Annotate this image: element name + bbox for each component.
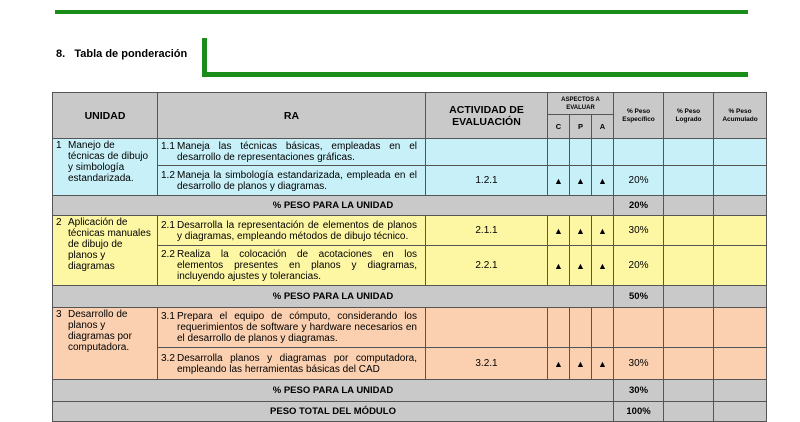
- module-total-row: [53, 402, 767, 422]
- section-number: 8.: [56, 48, 66, 60]
- peso-logrado: [664, 139, 714, 166]
- aspect-a: ▲: [592, 216, 614, 246]
- unit-subtotal-row: [53, 380, 767, 402]
- aspect-c: [548, 139, 570, 166]
- ra-cell: 2.2 Realiza la colocación de acotaciones en los elementos presentes en planos y diagramas, incluyendo ajustes y tolerancias.: [158, 246, 426, 286]
- aspect-p: [570, 308, 592, 348]
- peso-logrado: [664, 216, 714, 246]
- aspect-a: ▲: [592, 246, 614, 286]
- aspect-p: ▲: [570, 348, 592, 380]
- unit-subtotal-row: [53, 196, 767, 216]
- ra-cell: 2.1 Desarrolla la representación de elementos de planos y diagramas, empleando métodos de dibujo técnico.: [158, 216, 426, 246]
- ra-cell: 3.2 Desarrolla planos y diagramas por computadora, empleando las herramientas básicas del CAD: [158, 348, 426, 380]
- aspect-p: ▲: [570, 246, 592, 286]
- peso-especifico: [614, 139, 664, 166]
- activity-cell: 3.2.1: [426, 348, 548, 380]
- total-label: PESO TOTAL DEL MÓDULO: [53, 402, 614, 422]
- peso-especifico: 20%: [614, 246, 664, 286]
- ra-cell: 1.1 Maneja las técnicas básicas, empleadas en el desarrollo de representaciones gráficas.: [158, 139, 426, 166]
- col-p: P: [570, 115, 592, 139]
- section-title-text: Tabla de ponderación: [74, 48, 188, 60]
- ra-cell: 1.2 Maneja la simbología estandarizada, empleada en el desarrollo de planos y diagramas.: [158, 166, 426, 196]
- peso-especifico: 20%: [614, 166, 664, 196]
- section-rule-horizontal: [202, 72, 748, 77]
- peso-especifico: 30%: [614, 216, 664, 246]
- peso-logrado: [664, 166, 714, 196]
- aspect-a: ▲: [592, 166, 614, 196]
- peso-especifico: [614, 308, 664, 348]
- weighting-table: [52, 92, 767, 422]
- subtotal-value: 50%: [614, 286, 664, 308]
- col-peso-logrado: % Peso Logrado: [664, 93, 714, 139]
- col-peso-acumulado: % Peso Acumulado: [714, 93, 767, 139]
- aspect-a: [592, 139, 614, 166]
- subtotal-value: 20%: [614, 196, 664, 216]
- peso-logrado: [664, 246, 714, 286]
- table-row: [53, 216, 767, 246]
- subtotal-label: % PESO PARA LA UNIDAD: [53, 380, 614, 402]
- table-row: [53, 166, 767, 196]
- activity-cell: 2.2.1: [426, 246, 548, 286]
- aspect-c: ▲: [548, 166, 570, 196]
- total-value: 100%: [614, 402, 664, 422]
- section-title: [56, 48, 187, 60]
- aspect-a: [592, 308, 614, 348]
- aspect-p: [570, 139, 592, 166]
- subtotal-label: % PESO PARA LA UNIDAD: [53, 286, 614, 308]
- ra-cell: 3.1 Prepara el equipo de cómputo, considerando los requerimientos de software y hardware necesarios en el desarrollo de planos y diagramas.: [158, 308, 426, 348]
- table-row: [53, 348, 767, 380]
- aspect-c: [548, 308, 570, 348]
- peso-logrado: [664, 348, 714, 380]
- peso-especifico: 30%: [614, 348, 664, 380]
- table-row: [53, 308, 767, 348]
- subtotal-value: 30%: [614, 380, 664, 402]
- col-unidad: UNIDAD: [53, 93, 158, 139]
- table-row: [53, 246, 767, 286]
- aspect-c: ▲: [548, 246, 570, 286]
- unit-cell: 3 Desarrollo de planos y diagramas por computadora.: [53, 308, 158, 380]
- peso-acumulado: [714, 348, 767, 380]
- unit-cell: 2 Aplicación de técnicas manuales de dibujo de planos y diagramas: [53, 216, 158, 286]
- peso-acumulado: [714, 139, 767, 166]
- activity-cell: [426, 139, 548, 166]
- peso-acumulado: [714, 246, 767, 286]
- top-band: [55, 0, 748, 14]
- peso-acumulado: [714, 216, 767, 246]
- activity-cell: [426, 308, 548, 348]
- aspect-a: ▲: [592, 348, 614, 380]
- peso-logrado: [664, 308, 714, 348]
- table-row: [53, 139, 767, 166]
- col-ra: RA: [158, 93, 426, 139]
- subtotal-label: % PESO PARA LA UNIDAD: [53, 196, 614, 216]
- aspect-c: ▲: [548, 216, 570, 246]
- activity-cell: 1.2.1: [426, 166, 548, 196]
- unit-subtotal-row: [53, 286, 767, 308]
- col-peso-especifico: % Peso Específico: [614, 93, 664, 139]
- col-aspectos: ASPECTOS A EVALUAR: [548, 93, 614, 115]
- aspect-p: ▲: [570, 166, 592, 196]
- aspect-c: ▲: [548, 348, 570, 380]
- col-c: C: [548, 115, 570, 139]
- col-a: A: [592, 115, 614, 139]
- section-rule-vertical: [202, 38, 207, 76]
- peso-acumulado: [714, 166, 767, 196]
- activity-cell: 2.1.1: [426, 216, 548, 246]
- top-green-rule: [0, 0, 748, 14]
- col-actividad: ACTIVIDAD DE EVALUACIÓN: [426, 93, 548, 139]
- unit-cell: 1 Manejo de técnicas de dibujo y simbología estandarizada.: [53, 139, 158, 196]
- section-heading: [48, 38, 748, 78]
- peso-acumulado: [714, 308, 767, 348]
- aspect-p: ▲: [570, 216, 592, 246]
